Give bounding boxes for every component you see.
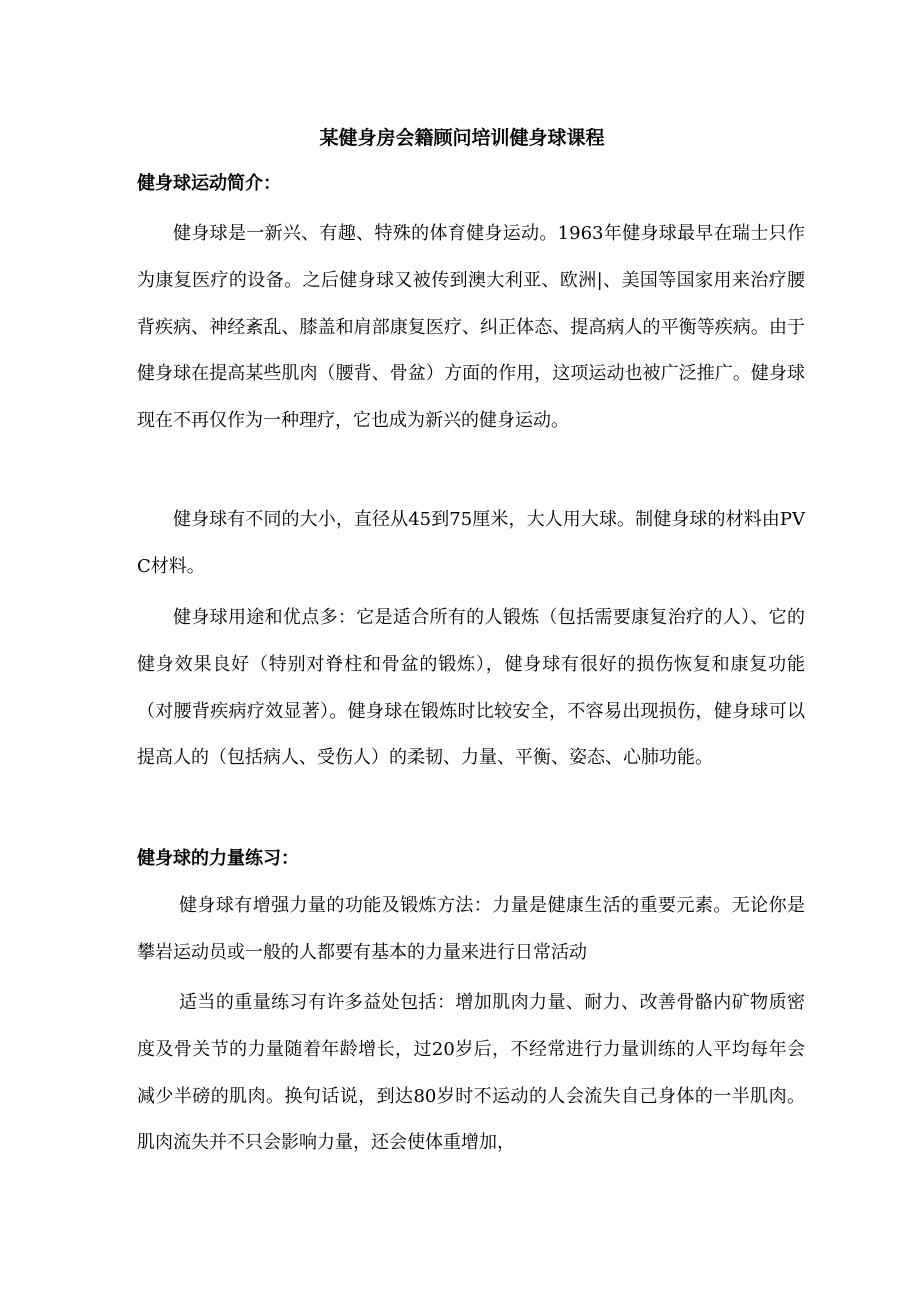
paragraph-intro-size: 健身球有不同的大小，直径从45到75厘米，大人用大球。制健身球的材料由PVC材料。 bbox=[137, 509, 805, 577]
paragraph-strength-intro: 健身球有增强力量的功能及锻炼方法：力量是健康生活的重要元素。无论你是攀岩运动员或一般的人都要有基本的力量来进行日常活动 bbox=[137, 895, 805, 963]
paragraph-intro-history: 健身球是一新兴、有趣、特殊的体育健身运动。1963年健身球最早在瑞士只作为康复医疗的设备。之后健身球又被传到澳大利亚、欧洲|、美国等国家用来治疗腰背疾病、神经紊乱、膝盖和肩部康复医疗、纠正体态、提高病人的平衡等疾病。由于健身球在提高某些肌肉（腰背、骨盆）方面的作用，这项运动也被广泛推广。健身球现在不再仅作为一种理疗，它也成为新兴的健身运动。 bbox=[137, 223, 805, 432]
paragraph-strength-benefits: 适当的重量练习有许多益处包括：增加肌肉力量、耐力、改善骨骼内矿物质密度及骨关节的力量随着年龄增长，过20岁后，不经常进行力量训练的人平均每年会减少半磅的肌肉。换句话说，到达80岁时不运动的人会流失自己身体的一半肌肉。肌肉流失并不只会影响力量，还会使体重增加， bbox=[137, 992, 805, 1154]
section-heading-strength: 健身球的力量练习： bbox=[137, 848, 299, 869]
section-heading-intro: 健身球运动简介： bbox=[137, 173, 281, 194]
paragraph-intro-benefits: 健身球用途和优点多：它是适合所有的人锻炼（包括需要康复治疗的人）、它的健身效果良好（特别对脊柱和骨盆的锻炼），健身球有很好的损伤恢复和康复功能（对腰背疾病疗效显著）。健身球在锻炼时比较安全，不容易出现损伤，健身球可以提高人的（包括病人、受伤人）的柔韧、力量、平衡、姿态、心肺功能。 bbox=[137, 607, 805, 769]
document-title: 某健身房会籍顾问培训健身球课程 bbox=[319, 127, 605, 149]
